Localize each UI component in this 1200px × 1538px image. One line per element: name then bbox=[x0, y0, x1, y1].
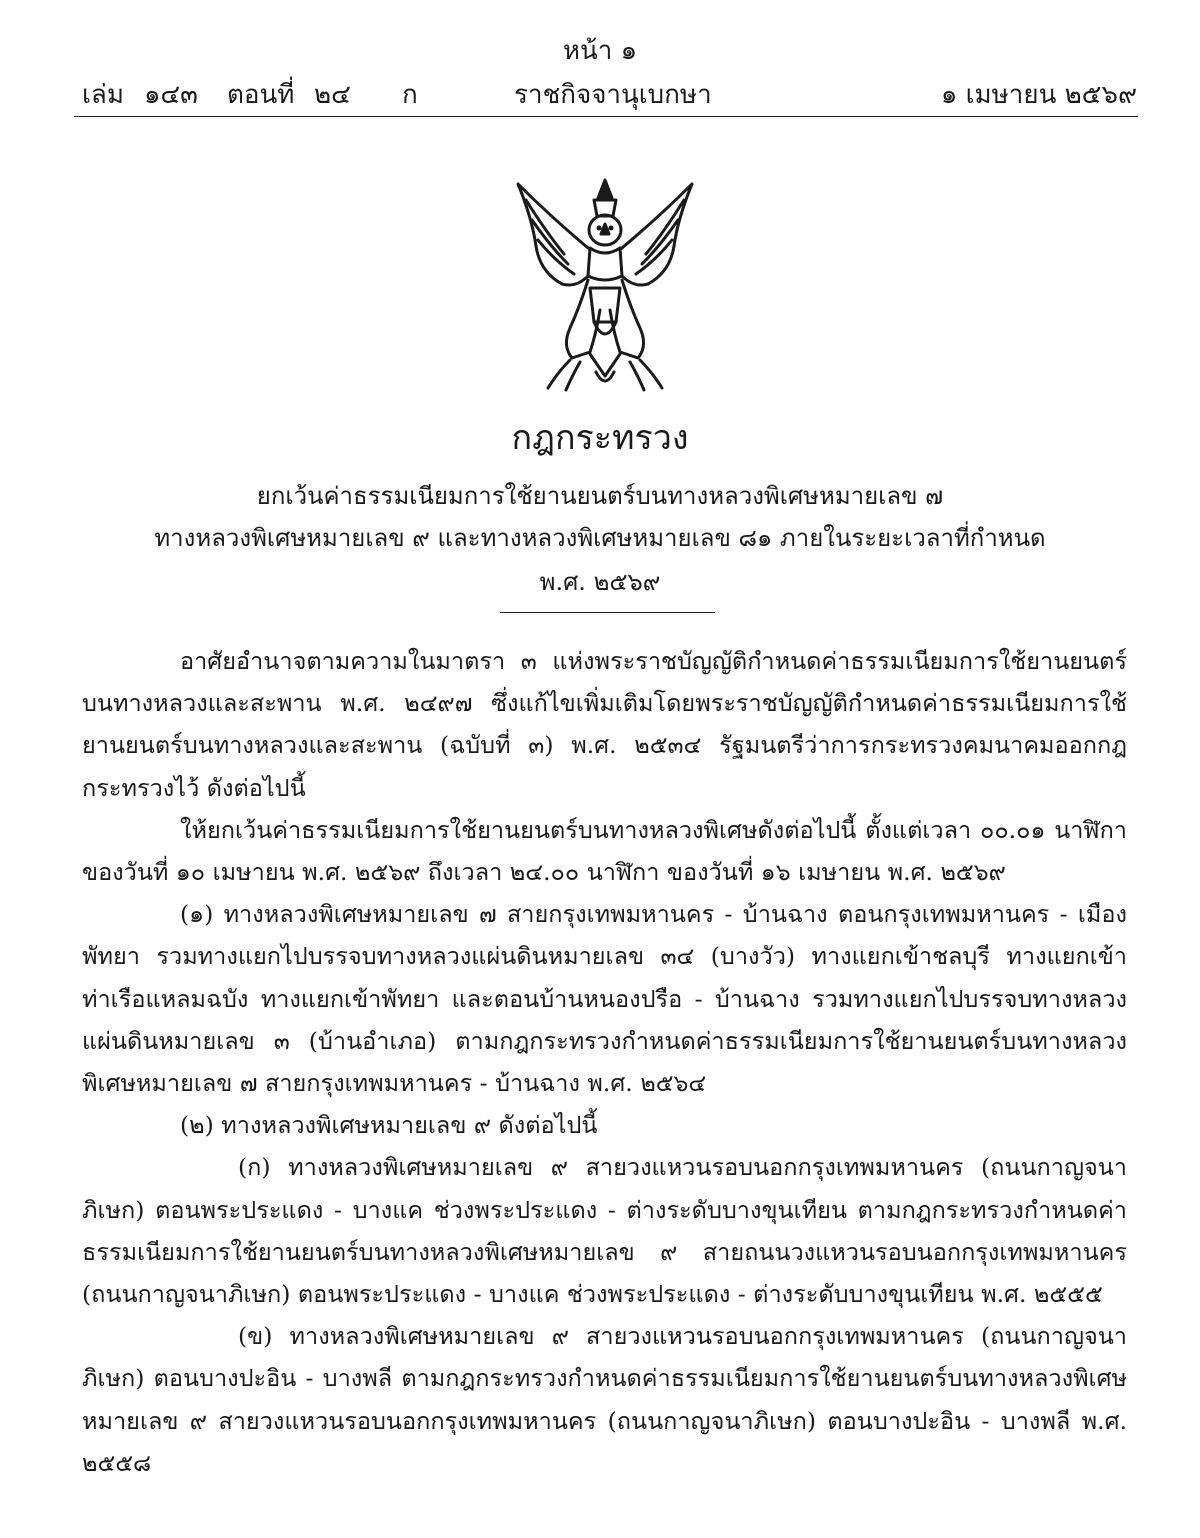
document-body bbox=[82, 640, 1127, 1484]
document-subtitle-line-2: ทางหลวงพิเศษหมายเลข ๙ และทางหลวงพิเศษหมายเลข ๘๑ ภายในระยะเวลาที่กำหนด bbox=[154, 524, 1046, 552]
volume-number: ๑๔๓ bbox=[144, 80, 198, 110]
publication-date: ๑ เมษายน ๒๕๖๙ bbox=[940, 80, 1137, 110]
section-label: ตอนที่ bbox=[227, 80, 295, 110]
clause-2-paragraph: (๒) ทางหลวงพิเศษหมายเลข ๙ ดังต่อไปนี้ bbox=[180, 1111, 598, 1140]
section-number: ๒๔ bbox=[314, 80, 351, 110]
clause-1-paragraph: (๑) ทางหลวงพิเศษหมายเลข ๗ สายกรุงเทพมหานคร - บ้านฉาง ตอนกรุงเทพมหานคร - เมืองพัทยา รวมทางแยกไปบรรจบทางหลวงแผ่นดินหมายเลข ๓๔ (บางวัว) ทางแยกเข้าชลบุรี ทางแยกเข้าท่าเรือแหลมฉบัง ทางแยกเข้าพัทยา และตอนบ้านหนองปรือ - บ้านฉาง รวมทางแยกไปบรรจบทางหลวงแผ่นดินหมายเลข ๓ (บ้านอำเภอ) ตามกฎกระทรวงกำหนดค่าธรรมเนียมการใช้ยานยนตร์บนทางหลวงพิเศษหมายเลข ๗ สายกรุงเทพมหานคร - บ้านฉาง พ.ศ. ๒๕๖๔ bbox=[82, 900, 1127, 1098]
section-type: ก bbox=[402, 80, 418, 110]
header-divider bbox=[74, 116, 1138, 117]
preamble-paragraph: อาศัยอำนาจตามความในมาตรา ๓ แห่งพระราชบัญญัติกำหนดค่าธรรมเนียมการใช้ยานยนตร์บนทางหลวงและสะพาน พ.ศ. ๒๔๙๗ ซึ่งแก้ไขเพิ่มเติมโดยพระราชบัญญัติกำหนดค่าธรรมเนียมการใช้ยานยนตร์บนทางหลวงและสะพาน (ฉบับที่ ๓) พ.ศ. ๒๕๓๔ รัฐมนตรีว่าการกระทรวงคมนาคมออกกฎกระทรวงไว้ ดังต่อไปนี้ bbox=[82, 647, 1127, 802]
clause-2b-paragraph: (ข) ทางหลวงพิเศษหมายเลข ๙ สายวงแหวนรอบนอกกรุงเทพมหานคร (ถนนกาญจนาภิเษก) ตอนบางปะอิน - บางพลี ตามกฎกระทรวงกำหนดค่าธรรมเนียมการใช้ยานยนตร์บนทางหลวงพิเศษหมายเลข ๙ สายวงแหวนรอบนอกกรุงเทพมหานคร (ถนนกาญจนาภิเษก) ตอนบางปะอิน - บางพลี พ.ศ. ๒๕๕๘ bbox=[82, 1322, 1127, 1477]
clause-2a-paragraph: (ก) ทางหลวงพิเศษหมายเลข ๙ สายวงแหวนรอบนอกกรุงเทพมหานคร (ถนนกาญจนาภิเษก) ตอนพระประแดง - บางแค ช่วงพระประแดง - ต่างระดับบางขุนเทียน ตามกฎกระทรวงกำหนดค่าธรรมเนียมการใช้ยานยนตร์บนทางหลวงพิเศษหมายเลข ๙ สายถนนวงแหวนรอบนอกกรุงเทพมหานคร (ถนนกาญจนาภิเษก) ตอนพระประแดง - บางแค ช่วงพระประแดง - ต่างระดับบางขุนเทียน พ.ศ. ๒๕๕๕ bbox=[82, 1153, 1127, 1309]
document-title: กฎกระทรวง bbox=[511, 418, 689, 458]
garuda-emblem-icon bbox=[510, 176, 700, 396]
page-number: หน้า ๑ bbox=[562, 36, 638, 66]
gazette-header bbox=[82, 74, 1137, 110]
document-subtitle-line-1: ยกเว้นค่าธรรมเนียมการใช้ยานยนตร์บนทางหลวงพิเศษหมายเลข ๗ bbox=[256, 482, 944, 510]
volume-label: เล่ม bbox=[82, 80, 124, 110]
title-divider bbox=[500, 612, 715, 613]
exemption-paragraph: ให้ยกเว้นค่าธรรมเนียมการใช้ยานยนตร์บนทางหลวงพิเศษดังต่อไปนี้ ตั้งแต่เวลา ๐๐.๐๑ นาฬิกา ของวันที่ ๑๐ เมษายน พ.ศ. ๒๕๖๙ ถึงเวลา ๒๔.๐๐ นาฬิกา ของวันที่ ๑๖ เมษายน พ.ศ. ๒๕๖๙ bbox=[82, 815, 1127, 887]
document-year: พ.ศ. ๒๕๖๙ bbox=[539, 568, 661, 596]
gazette-name: ราชกิจจานุเบกษา bbox=[514, 80, 712, 110]
